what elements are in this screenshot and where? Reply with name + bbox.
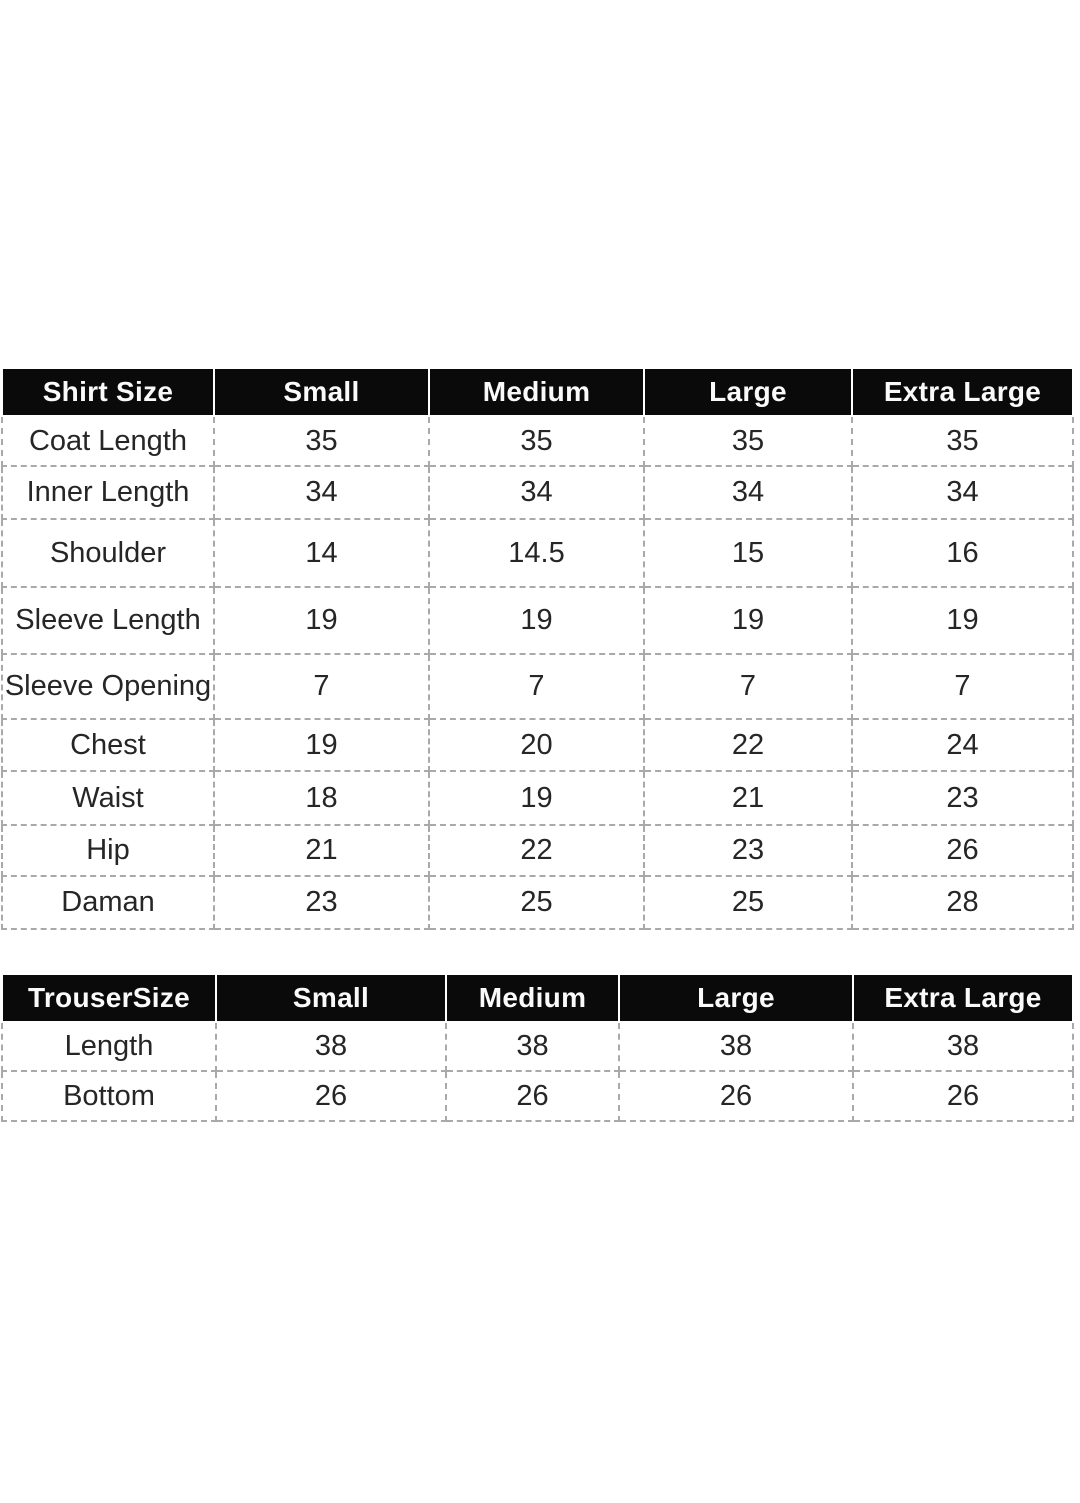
value-cell: 35 bbox=[429, 416, 644, 466]
value-cell: 22 bbox=[644, 719, 852, 771]
value-cell: 23 bbox=[214, 876, 429, 929]
value-cell: 34 bbox=[852, 466, 1073, 519]
table-row bbox=[2, 519, 1073, 587]
value-cell: 19 bbox=[852, 587, 1073, 654]
value-cell: 14 bbox=[214, 519, 429, 587]
value-cell: 23 bbox=[644, 825, 852, 876]
value-cell: 19 bbox=[429, 771, 644, 825]
table-row bbox=[2, 587, 1073, 654]
row-label-cell: Coat Length bbox=[2, 416, 214, 466]
value-cell: 19 bbox=[214, 587, 429, 654]
value-cell: 22 bbox=[429, 825, 644, 876]
shirt-size-table bbox=[1, 367, 1074, 930]
value-cell: 23 bbox=[852, 771, 1073, 825]
header-cell: Small bbox=[216, 974, 446, 1022]
table-row bbox=[2, 1022, 1073, 1071]
row-label-cell: Shoulder bbox=[2, 519, 214, 587]
value-cell: 15 bbox=[644, 519, 852, 587]
value-cell: 19 bbox=[644, 587, 852, 654]
header-cell: Large bbox=[619, 974, 853, 1022]
value-cell: 7 bbox=[214, 654, 429, 719]
value-cell: 25 bbox=[644, 876, 852, 929]
value-cell: 35 bbox=[214, 416, 429, 466]
row-label-cell: Daman bbox=[2, 876, 214, 929]
table-row bbox=[2, 654, 1073, 719]
value-cell: 19 bbox=[214, 719, 429, 771]
value-cell: 28 bbox=[852, 876, 1073, 929]
header-cell: Extra Large bbox=[853, 974, 1073, 1022]
table-row bbox=[2, 416, 1073, 466]
header-cell: Small bbox=[214, 368, 429, 416]
value-cell: 7 bbox=[429, 654, 644, 719]
row-label-cell: Sleeve Opening bbox=[2, 654, 214, 719]
value-cell: 7 bbox=[644, 654, 852, 719]
table-row bbox=[2, 1071, 1073, 1121]
table-row bbox=[2, 719, 1073, 771]
header-row bbox=[2, 368, 1073, 416]
header-cell: TrouserSize bbox=[2, 974, 216, 1022]
header-cell: Large bbox=[644, 368, 852, 416]
value-cell: 21 bbox=[644, 771, 852, 825]
header-cell: Medium bbox=[429, 368, 644, 416]
header-cell: Medium bbox=[446, 974, 619, 1022]
value-cell: 26 bbox=[852, 825, 1073, 876]
row-label-cell: Inner Length bbox=[2, 466, 214, 519]
table-row bbox=[2, 876, 1073, 929]
value-cell: 35 bbox=[644, 416, 852, 466]
value-cell: 19 bbox=[429, 587, 644, 654]
value-cell: 18 bbox=[214, 771, 429, 825]
table-row bbox=[2, 771, 1073, 825]
value-cell: 34 bbox=[644, 466, 852, 519]
value-cell: 38 bbox=[853, 1022, 1073, 1071]
value-cell: 26 bbox=[853, 1071, 1073, 1121]
value-cell: 14.5 bbox=[429, 519, 644, 587]
value-cell: 16 bbox=[852, 519, 1073, 587]
value-cell: 26 bbox=[216, 1071, 446, 1121]
table-row bbox=[2, 825, 1073, 876]
value-cell: 35 bbox=[852, 416, 1073, 466]
value-cell: 24 bbox=[852, 719, 1073, 771]
row-label-cell: Hip bbox=[2, 825, 214, 876]
value-cell: 25 bbox=[429, 876, 644, 929]
value-cell: 21 bbox=[214, 825, 429, 876]
value-cell: 38 bbox=[216, 1022, 446, 1071]
row-label-cell: Sleeve Length bbox=[2, 587, 214, 654]
value-cell: 26 bbox=[619, 1071, 853, 1121]
value-cell: 20 bbox=[429, 719, 644, 771]
value-cell: 38 bbox=[446, 1022, 619, 1071]
value-cell: 34 bbox=[429, 466, 644, 519]
trouser-size-table bbox=[1, 973, 1074, 1122]
row-label-cell: Chest bbox=[2, 719, 214, 771]
row-label-cell: Waist bbox=[2, 771, 214, 825]
value-cell: 38 bbox=[619, 1022, 853, 1071]
value-cell: 26 bbox=[446, 1071, 619, 1121]
row-label-cell: Bottom bbox=[2, 1071, 216, 1121]
value-cell: 34 bbox=[214, 466, 429, 519]
row-label-cell: Length bbox=[2, 1022, 216, 1071]
header-cell: Shirt Size bbox=[2, 368, 214, 416]
header-row bbox=[2, 974, 1073, 1022]
value-cell: 7 bbox=[852, 654, 1073, 719]
header-cell: Extra Large bbox=[852, 368, 1073, 416]
table-row bbox=[2, 466, 1073, 519]
